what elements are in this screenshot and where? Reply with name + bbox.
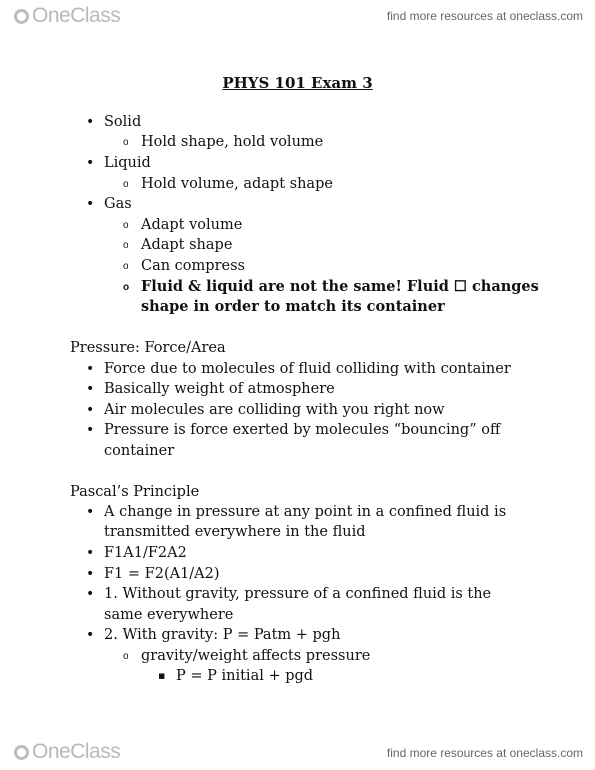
list-item-cont: transmitted everywhere in the fluid xyxy=(104,524,366,540)
logo-ring-icon xyxy=(14,9,29,24)
logo-text: OneClass xyxy=(32,740,121,763)
list-item: • 1. Without gravity, pressure of a confined fluid is the xyxy=(104,584,491,604)
list-item: • Force due to molecules of fluid colliding with container xyxy=(104,359,511,379)
page-title: PHYS 101 Exam 3 xyxy=(222,74,373,92)
list-item: • Solid xyxy=(104,112,141,132)
list-item: • Pressure is force exerted by molecules “bouncing” off xyxy=(104,420,500,440)
promo-link-footer[interactable]: find more resources at oneclass.com xyxy=(386,746,583,760)
list-item-cont: shape in order to match its container xyxy=(141,298,445,315)
list-item: o gravity/weight affects pressure xyxy=(141,646,370,666)
section-heading: Pascal’s Principle xyxy=(70,484,200,500)
list-item-cont: same everywhere xyxy=(104,607,234,623)
logo-text: OneClass xyxy=(32,4,121,27)
list-item: • Air molecules are colliding with you right now xyxy=(104,400,445,420)
list-item: • Liquid xyxy=(104,153,151,173)
list-item: o Adapt shape xyxy=(141,235,232,255)
list-item: • A change in pressure at any point in a confined fluid is xyxy=(104,502,506,522)
promo-link[interactable]: find more resources at oneclass.com xyxy=(386,9,583,23)
list-item: • Basically weight of atmosphere xyxy=(104,379,335,399)
list-item: • Gas xyxy=(104,194,132,214)
list-item: • F1 = F2(A1/A2) xyxy=(104,564,220,584)
oneclass-logo xyxy=(14,4,120,28)
list-item: o Adapt volume xyxy=(141,215,242,235)
list-item: o Hold shape, hold volume xyxy=(141,132,323,152)
list-item-cont: container xyxy=(104,443,175,459)
list-item: o Can compress xyxy=(141,256,245,276)
logo-ring-icon xyxy=(14,745,29,760)
oneclass-logo-footer xyxy=(14,740,120,764)
list-item: • 2. With gravity: P = Patm + pgh xyxy=(104,625,340,645)
section-heading: Pressure: Force/Area xyxy=(70,340,226,356)
list-item: • F1A1/F2A2 xyxy=(104,543,187,563)
list-item: ▪ P = P initial + pgd xyxy=(176,666,313,686)
list-item: o Hold volume, adapt shape xyxy=(141,174,333,194)
list-item: o Fluid & liquid are not the same! Fluid ☐ changes xyxy=(141,277,539,297)
